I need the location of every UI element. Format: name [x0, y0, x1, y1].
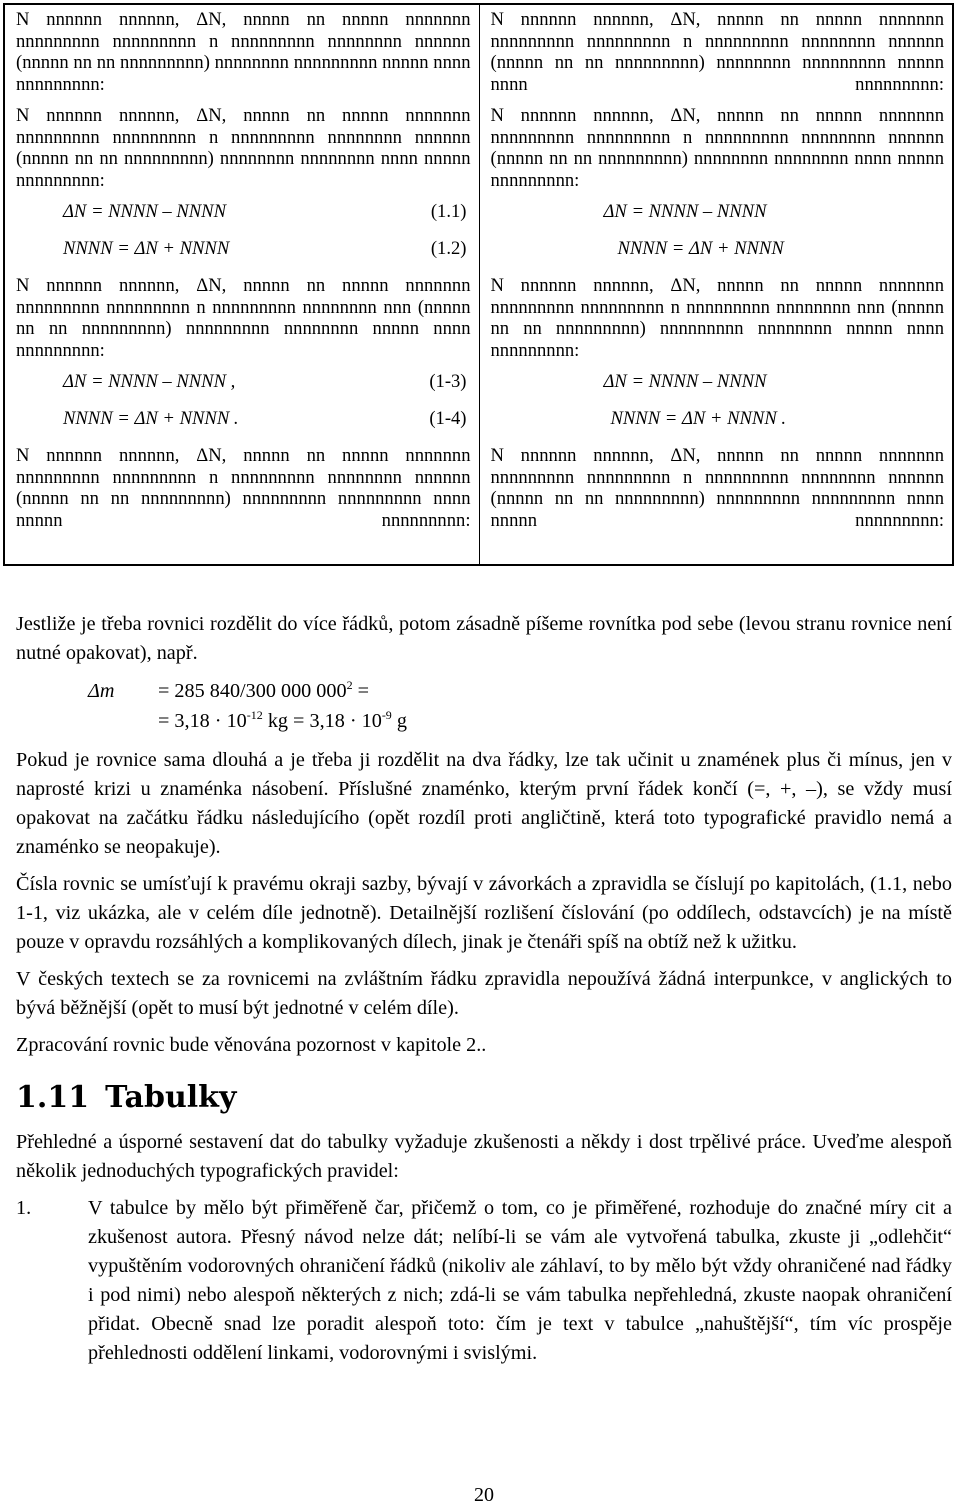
sample-paragraph: N nnnnnn nnnnnn, ΔN, nnnnn nn nnnnn nnnnnnn nnnnnnnnn nnnnnnnnn n nnnnnnnnn nnnnnnnn nnnnnn (nnnnn nn nn nnnnnnnnn) nnnnnnnn nnnnnnnnn nnnnn nnnn nnnnnnnnn:	[490, 9, 944, 95]
sample-equation: ΔN = NNNN – NNNN	[603, 201, 767, 222]
main-text	[16, 610, 952, 1368]
sample-equation: ΔN = NNNN – NNNN , (1-3)	[63, 371, 467, 392]
sample-equation: NNNN = ΔN + NNNN (1.2)	[63, 238, 467, 259]
sample-right-column	[479, 5, 953, 564]
body-paragraph: Přehledné a úsporné sestavení dat do tabulky vyžaduje zkušenosti a někdy i dost trpělivé práce. Uveďme alespoň několik jednoduchých typografických pravidel:	[16, 1131, 952, 1182]
body-paragraph: Zpracování rovnic bude věnována pozornost v kapitole 2..	[16, 1034, 487, 1056]
section-number: 1.11	[16, 1080, 90, 1115]
sample-paragraph: N nnnnnn nnnnnn, ΔN, nnnnn nn nnnnn nnnnnnn nnnnnnnnn nnnnnnnnn n nnnnnnnnn nnnnnnnn nnnnnn (nnnnn nn nn nnnnnnnnn) nnnnnnnnn nnnnnnnnn nnnn nnnnn nnnnnnnnn:	[490, 445, 944, 531]
formula-line: Δm = 285 840/300 000 $000^2$ =	[88, 676, 952, 706]
typography-sample-table	[3, 3, 954, 566]
page-number: 20	[474, 1484, 494, 1506]
sample-equation: NNNN = ΔN + NNNN	[617, 238, 784, 259]
multiline-formula	[88, 676, 952, 736]
sample-left-column	[5, 5, 479, 564]
body-paragraph: Čísla rovnic se umísťují k pravému okraji sazby, bývají v závorkách a zpravidla se číslují po kapitolách, (1.1, nebo 1-1, viz ukázka, ale v celém díle jednotně). Detailnější rozlišení číslování (po oddílech, odstavcích) je na místě pouze v opravdu rozsáhlých a komplikovaných dílech, jinak je čtenáři spíš na obtíž než k užitku.	[16, 873, 952, 953]
body-paragraph: Jestliže je třeba rovnici rozdělit do více řádků, potom zásadně píšeme rovnítka pod sebe (levou stranu rovnice není nutné opakovat), např.	[16, 613, 952, 664]
sample-paragraph: N nnnnnn nnnnnn, ΔN, nnnnn nn nnnnn nnnnnnn nnnnnnnnn nnnnnnnnn n nnnnnnnnn nnnnnnnn nnnnnn (nnnnn nn nn nnnnnnnnn) nnnnnnnn nnnnnnnnn nnnnn nnnn nnnnnnnnn:	[16, 9, 471, 95]
sample-equation: ΔN = NNNN – NNNN (1.1)	[63, 201, 467, 222]
sample-equation: NNNN = ΔN + NNNN . (1-4)	[63, 408, 467, 429]
list-item-text: V tabulce by mělo být přiměřeně čar, přičemž o tom, co je přiměřené, rozhoduje do značné míry cit a zkušenost autora. Přesný návod nelze dát; nelíbí-li se vám ale vytvořená tabulka, zkuste ji „odlehčit“ vypuštěním vodorovných ohraničení řádků (nikoliv ale záhlaví, to by mělo být vždy ohraničené nad řádky i pod nimi) nebo alespoň některých z nich; zdá-li se vám tabulka nepřehledná, zkuste naopak ohraničení přidat. Obecně snad lze poradit alespoň toto: čím je text v tabulce „nahuštější“, tím víc prospěje přehlednosti oddělení linkami, vodorovnými i svislými.	[88, 1197, 952, 1364]
formula-line: = $3,18 \cdot 10^{-12}$ kg = $3,18 \cdot 10^{-9}$ g	[158, 708, 407, 732]
sample-paragraph: N nnnnnn nnnnnn, ΔN, nnnnn nn nnnnn nnnnnnn nnnnnnnnn nnnnnnnnn n nnnnnnnnn nnnnnnnn nnnnnn (nnnnn nn nn nnnnnnnnn) nnnnnnnn nnnnnnnn nnnn nnnnn nnnnnnnnn:	[490, 105, 944, 191]
equation-number: (1-3)	[429, 371, 467, 392]
sample-paragraph: N nnnnnn nnnnnn, ΔN, nnnnn nn nnnnn nnnnnnn nnnnnnnnn nnnnnnnnn n nnnnnnnnn nnnnnnnn nnn (nnnnn nn nn nnnnnnnnn) nnnnnnnnn nnnnnnnn nnnnn nnnn nnnnnnnnn:	[16, 275, 471, 361]
equation-number: (1.1)	[430, 201, 467, 222]
list-item	[16, 1194, 952, 1368]
sample-equation: ΔN = NNNN – NNNN	[603, 371, 767, 392]
body-paragraph: Pokud je rovnice sama dlouhá a je třeba ji rozdělit na dva řádky, lze tak učinit u znamének plus či mínus, jen v naprosté krizi u znaménka násobení. Příslušné znaménko, kterým první řádek končí (=, +, –), se vždy musí opakovat na začátku řádku následujícího (opět rozdíl proti angličtině, která toto typografické pravidlo nemá a znaménko se neopakuje).	[16, 749, 952, 858]
sample-equation: NNNN = ΔN + NNNN .	[610, 408, 787, 429]
body-paragraph: V českých textech se za rovnicemi na zvláštním řádku zpravidla nepoužívá žádná interpunkce, v anglických to bývá běžnější (opět to musí být jednotné v celém díle).	[16, 968, 952, 1019]
section-heading	[16, 1080, 952, 1116]
equation-number: (1.2)	[430, 238, 467, 259]
sample-paragraph: N nnnnnn nnnnnn, ΔN, nnnnn nn nnnnn nnnnnnn nnnnnnnnn nnnnnnnnn n nnnnnnnnn nnnnnnnn nnnnnn (nnnnn nn nn nnnnnnnnn) nnnnnnnnn nnnnnnnnn nnnn nnnnn nnnnnnnnn:	[16, 445, 471, 531]
sample-paragraph: N nnnnnn nnnnnn, ΔN, nnnnn nn nnnnn nnnnnnn nnnnnnnnn nnnnnnnnn n nnnnnnnnn nnnnnnnn nnn (nnnnn nn nn nnnnnnnnn) nnnnnnnnn nnnnnnnn nnnnn nnnn nnnnnnnnn:	[490, 275, 944, 361]
sample-paragraph: N nnnnnn nnnnnn, ΔN, nnnnn nn nnnnn nnnnnnn nnnnnnnnn nnnnnnnnn n nnnnnnnnn nnnnnnnn nnnnnn (nnnnn nn nn nnnnnnnnn) nnnnnnnn nnnnnnnn nnnn nnnnn nnnnnnnnn:	[16, 105, 471, 191]
equation-number: (1-4)	[429, 408, 467, 429]
section-title: Tabulky	[105, 1080, 237, 1115]
formula-lhs: Δm	[88, 680, 115, 702]
list-marker: 1.	[16, 1197, 32, 1219]
